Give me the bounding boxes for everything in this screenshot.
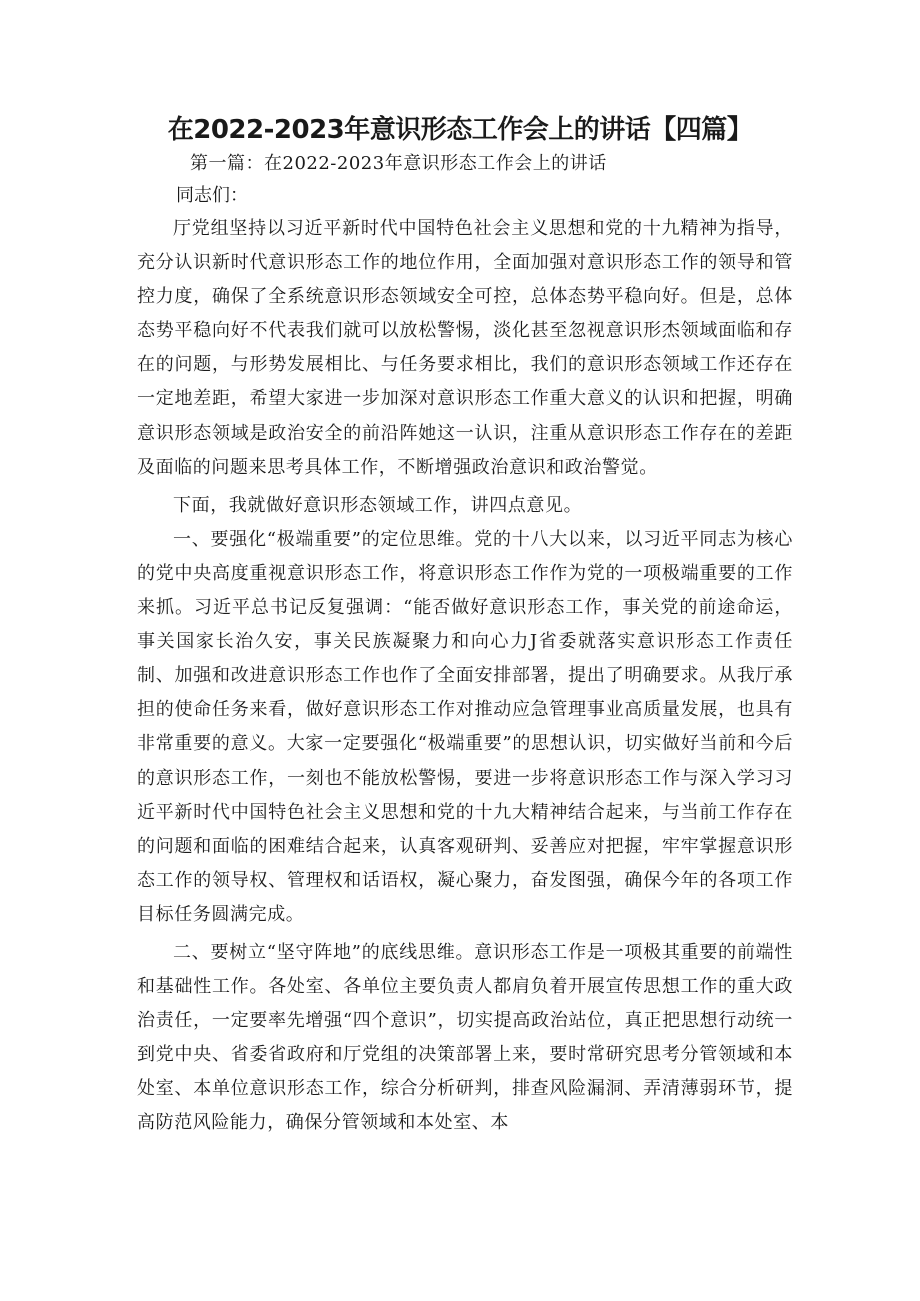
document-title: 在2022-2023年意识形态工作会上的讲话【四篇】 <box>167 115 753 145</box>
paragraph-outline: 下面，我就做好意识形态领域工作，讲四点意见。 <box>173 494 583 516</box>
salutation: 同志们： <box>176 185 248 206</box>
document-body <box>137 212 793 1141</box>
paragraph-point-two: 二、要树立“坚守阵地”的底线思维。意识形态工作是一项极其重要的前端性和基础性工作。各处室、各单位主要负责人都肩负着开展宣传思想工作的重大政治责任，一定要率先增强“四个意识”，切实提高政治站位，真正把思想行动统一到党中央、省委省政府和厅党组的决策部署上来，要时常研究思考分管领域和本处室、本单位意识形态工作，综合分析研判，排查风险漏洞、弄清薄弱环节，提高防范风险能力，确保分管领域和本处室、本 <box>137 941 793 1134</box>
paragraph-intro: 厅党组坚持以习近平新时代中国特色社会主义思想和党的十九精神为指导，充分认识新时代意识形态工作的地位作用，全面加强对意识形态工作的领导和管控力度，确保了全系统意识形态领域安全可控，总体态势平稳向好。但是，总体态势平稳向好不代表我们就可以放松警惕，淡化甚至忽视意识形杰领域面临和存在的问题，与形势发展相比、与任务要求相比，我们的意识形态领域工作还存在一定地差距，希望大家进一步加深对意识形态工作重大意义的认识和把握，明确意识形态领域是政治安全的前沿阵她这一认识，注重从意识形态工作存在的差距及面临的问题来思考具体工作，不断增强政治意识和政治警觉。 <box>137 218 793 478</box>
document-subtitle: 第一篇：在2022-2023年意识形态工作会上的讲话 <box>190 153 607 174</box>
paragraph-point-one: 一、要强化“极端重要”的定位思维。党的十八大以来，以习近平同志为核心的党中央高度重视意识形态工作，将意识形态工作作为党的一项极端重要的工作来抓。习近平总书记反复强调：“能否做好意识形态工作，事关党的前途命运，事关国家长治久安，事关民族凝聚力和向心力J省委就落实意识形态工作责任制、加强和改进意识形态工作也作了全面安排部署，提出了明确要求。从我厅承担的使命任务来看，做好意识形态工作对推动应急管理事业高质量发展，也具有非常重要的意义。大家一定要强化“极端重要”的思想认识，切实做好当前和今后的意识形态工作，一刻也不能放松警惕，要进一步将意识形态工作与深入学习习近平新时代中国特色社会主义思想和党的十九大精神结合起来，与当前工作存在的问题和面临的困难结合起来，认真客观研判、妥善应对把握，牢牢掌握意识形态工作的领导权、管理权和话语权，凝心聚力，奋发图强，确保今年的各项工作目标任务圆满完成。 <box>137 528 793 925</box>
